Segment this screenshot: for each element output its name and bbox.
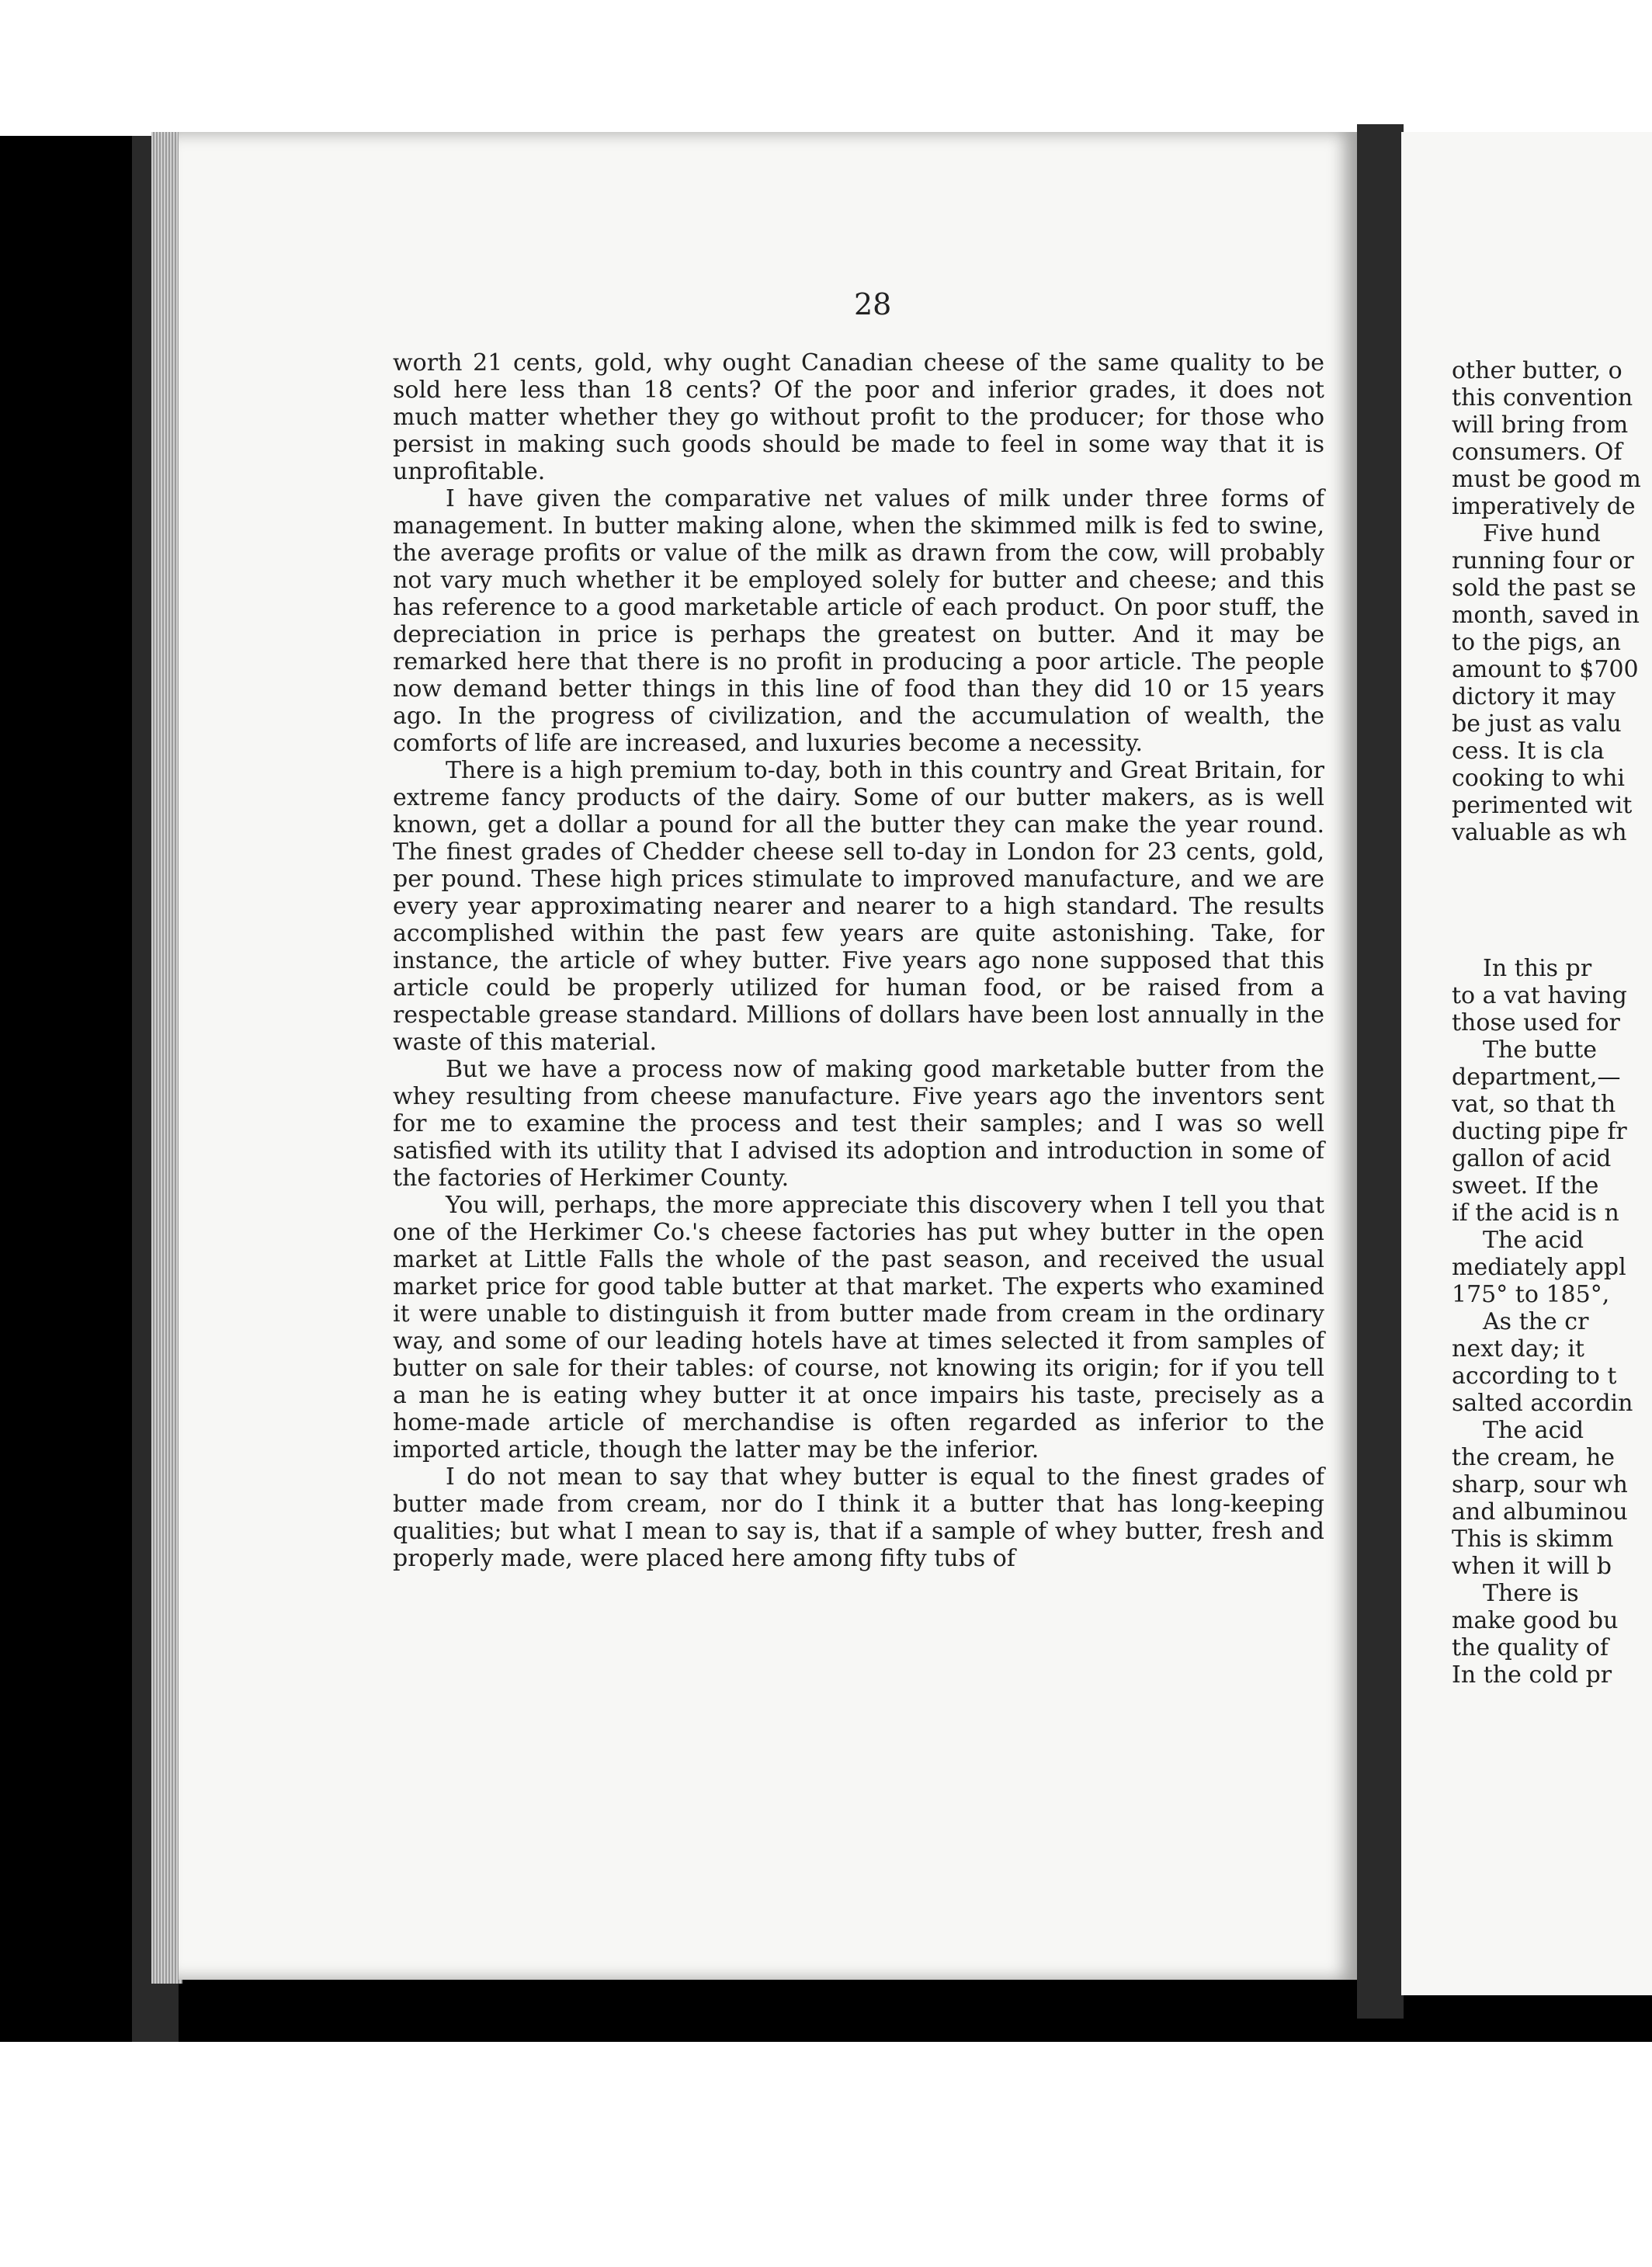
text-line: dictory it may — [1452, 683, 1616, 710]
text-line: perimented wit — [1452, 792, 1633, 819]
text-line: other butter, o — [1452, 357, 1622, 384]
paragraph: There is a high premium to-day, both in this country and Great Britain, for extreme fancy products of the dairy. Some of our butter makers, as is well known, get a dollar a pound for all the butter they can make the year round. The finest grades of Chedder cheese sell to-day in London for 23 cents, gold, per pound. These high prices stimulate to improved manufacture, and we are every year approximating nearer and nearer to a high standard. The results accomplished within the past few years are quite astonishing. Take, for instance, the article of whey butter. Five years ago none supposed that this article could be properly utilized for human food, or be raised from a respectable grease standard. Millions of dollars have been lost annually in the waste of this material. — [393, 757, 1324, 1056]
paragraph: But we have a process now of making good marketable butter from the whey resulting from cheese manufacture. Five years ago the inventors sent for me to examine the process and test their samples; and I was so well satisfied with its utility that I advised its adoption and introduction in some of the factories of Herkimer County. — [393, 1056, 1324, 1192]
text-line: vat, so that th — [1452, 1091, 1616, 1118]
text-line: imperatively de — [1452, 493, 1636, 520]
text-line: if the acid is n — [1452, 1199, 1619, 1227]
scan-bottom-margin — [0, 2042, 1652, 2267]
paragraph: I have given the comparative net values of milk under three forms of management. In butter making alone, when the skimmed milk is fed to swine, the average profits or value of the milk as drawn from the cow, will probably not vary much whether it be employed solely for butter and cheese; and this has reference to a good marketable article of each product. On poor stuff, the depreciation in price is perhaps the greatest on butter. And it may be remarked here that there is no profit in producing a poor article. The people now demand better things in this line of food than they did 10 or 15 years ago. In the progress of civilization, and the accumulation of wealth, the comforts of life are increased, and luxuries become a necessity. — [393, 485, 1324, 757]
right-page-text — [1452, 357, 1652, 1689]
text-line: the cream, he — [1452, 1444, 1616, 1471]
text-line: this convention — [1452, 384, 1633, 411]
text-line: In this pr — [1483, 955, 1592, 982]
text-line: Five hund — [1483, 520, 1601, 547]
text-line: sweet. If the — [1452, 1172, 1599, 1199]
text-line: sold the past se — [1452, 575, 1636, 602]
text-line: amount to $700 — [1452, 656, 1639, 683]
text-line: the quality of — [1452, 1634, 1609, 1661]
text-line: to the pigs, an — [1452, 629, 1621, 656]
text-line: In the cold pr — [1452, 1661, 1612, 1689]
text-line: be just as valu — [1452, 710, 1622, 738]
book-gutter — [1357, 124, 1404, 2019]
text-line: The butte — [1483, 1036, 1598, 1064]
text-line: 175° to 185°, — [1452, 1281, 1610, 1308]
text-line: cess. It is cla — [1452, 738, 1605, 765]
text-line: salted accordin — [1452, 1390, 1633, 1417]
text-line: next day; it — [1452, 1335, 1584, 1363]
text-line: cooking to whi — [1452, 765, 1626, 792]
text-line: gallon of acid — [1452, 1145, 1612, 1172]
paragraph: You will, perhaps, the more appreciate this discovery when I tell you that one of the Herkimer Co.'s cheese factories has put whey butter in the open market at Little Falls the whole of the past season, and received the usual market price for good table butter at that market. The experts who examined it were unable to distinguish it from butter made from cream in the ordinary way, and some of our leading hotels have at times selected it from samples of butter on sale for their tables: of course, not knowing its origin; for if you tell a man he is eating whey butter it at once impairs his taste, precisely as a home-made article of merchandise is often regarded as inferior to the imported article, though the latter may be the inferior. — [393, 1192, 1324, 1463]
text-line: The acid — [1483, 1227, 1584, 1254]
text-line: There is — [1483, 1580, 1579, 1607]
text-line: department,— — [1452, 1064, 1621, 1091]
page-number: 28 — [854, 287, 892, 321]
text-line: when it will b — [1452, 1553, 1612, 1580]
text-line: those used for — [1452, 1009, 1620, 1036]
text-line: to a vat having — [1452, 982, 1627, 1009]
text-line: must be good m — [1452, 466, 1641, 493]
text-line: make good bu — [1452, 1607, 1619, 1634]
text-line: and albuminou — [1452, 1498, 1628, 1526]
text-line: running four or — [1452, 547, 1634, 575]
text-line: month, saved in — [1452, 602, 1640, 629]
paragraph: I do not mean to say that whey butter is equal to the finest grades of butter made from cream, nor do I think it a butter that has long-keeping qualities; but what I mean to say is, that if a sample of whey butter, fresh and properly made, were placed here among fifty tubs of — [393, 1463, 1324, 1572]
text-line: As the cr — [1483, 1308, 1589, 1335]
page-edges — [151, 132, 182, 1984]
text-line: mediately appl — [1452, 1254, 1626, 1281]
text-line: consumers. Of — [1452, 439, 1622, 466]
text-line: sharp, sour wh — [1452, 1471, 1628, 1498]
text-line: valuable as wh — [1452, 819, 1627, 846]
text-line: This is skimm — [1452, 1526, 1614, 1553]
text-line: The acid — [1483, 1417, 1584, 1444]
paragraph: worth 21 cents, gold, why ought Canadian cheese of the same quality to be sold here less than 18 cents? Of the poor and inferior grades, it does not much matter whether they go without profit to the producer; for those who persist in making such goods should be made to feel in some way that it is unprofitable. — [393, 349, 1324, 485]
text-line: according to t — [1452, 1363, 1617, 1390]
left-page-text — [393, 349, 1324, 1572]
text-line: ducting pipe fr — [1452, 1118, 1627, 1145]
text-line: will bring from — [1452, 411, 1629, 439]
scan-top-margin — [0, 0, 1652, 136]
